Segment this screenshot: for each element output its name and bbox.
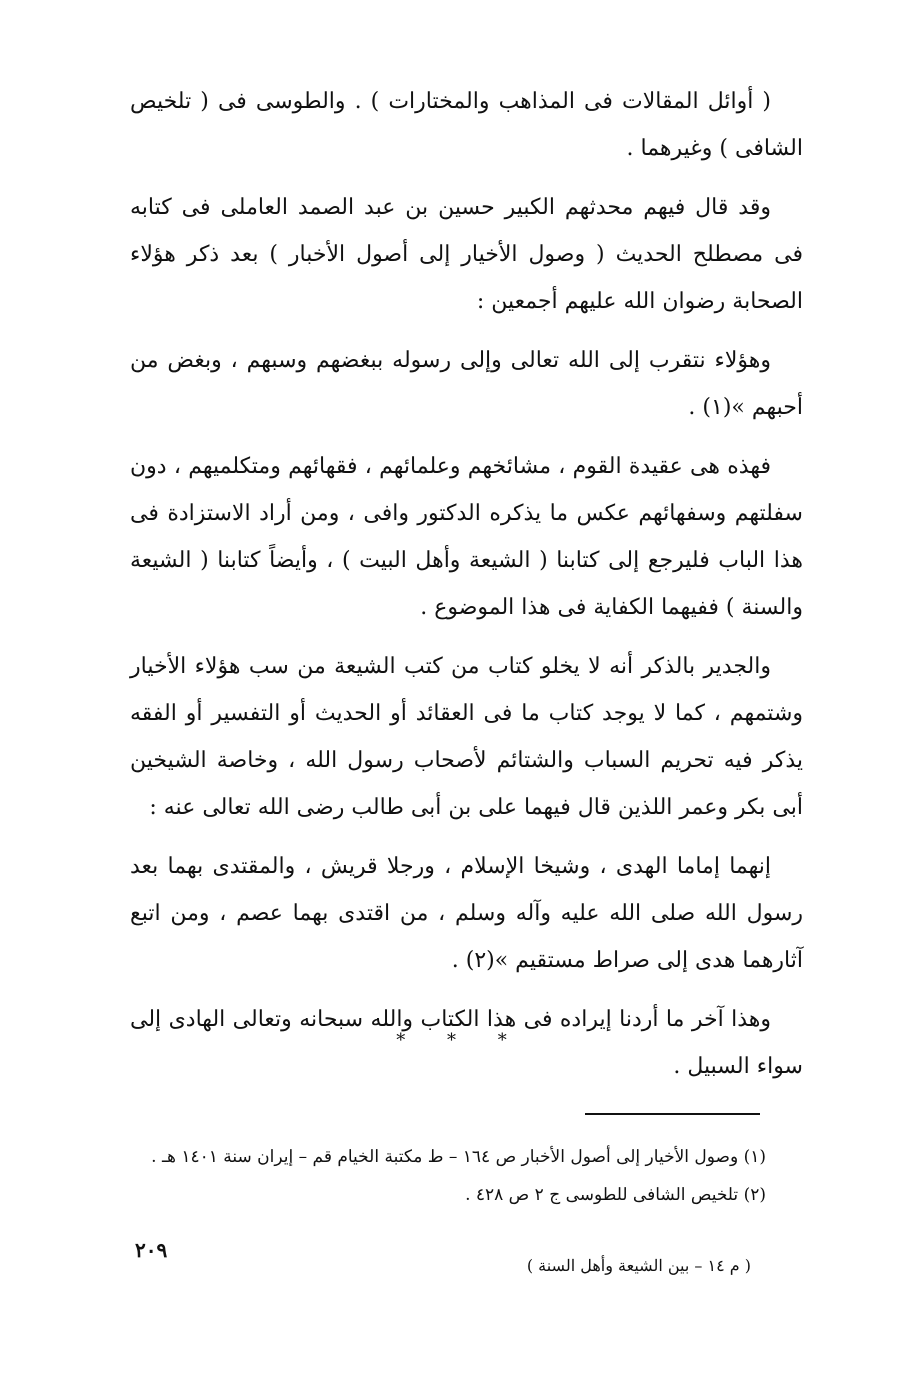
footnote-1: (١) وصول الأخيار إلى أصول الأخبار ص ١٦٤ – ط مكتبة الخيام قم – إيران سنة ١٤٠١ هـ .: [151, 1147, 766, 1167]
section-separator: * * *: [396, 1030, 525, 1051]
paragraph-1: ( أوائل المقالات فى المذاهب والمختارات ) . والطوسى فى ( تلخيص الشافى ) وغيرهما .: [130, 89, 803, 161]
paragraph-3: وهؤلاء نتقرب إلى الله تعالى وإلى رسوله ببغضهم وسبهم ، وبغض من أحبهم »(١) .: [130, 348, 803, 420]
paragraph-4: فهذه هى عقيدة القوم ، مشائخهم وعلمائهم ، فقهائهم ومتكلميهم ، دون سفلتهم وسفهائهم عكس ما يذكره الدكتور وافى ، ومن أراد الاستزادة فى هذا الباب فليرجع إلى كتابنا ( الشيعة وأهل البيت ) ، وأيضاً كتابنا ( الشيعة والسنة ) ففيهما الكفاية فى هذا الموضوع .: [130, 454, 803, 620]
paragraph-5: والجدير بالذكر أنه لا يخلو كتاب من كتب الشيعة من سب هؤلاء الأخيار وشتمهم ، كما لا يوجد كتاب ما فى العقائد أو الحديث أو التفسير أو الفقه يذكر فيه تحريم السباب والشتائم لأصحاب رسول الله ، وخاصة الشيخين أبى بكر وعمر اللذين قال فيهما على بن أبى طالب رضى الله تعالى عنه :: [130, 654, 803, 820]
main-text: [130, 78, 803, 1102]
paragraph-6: إنهما إماما الهدى ، وشيخا الإسلام ، ورجلا قريش ، والمقتدى بهما بعد رسول الله صلى الله عليه وآله وسلم ، من اقتدى بهما عصم ، ومن اتبع آثارهما هدى إلى صراط مستقيم »(٢) .: [130, 854, 803, 973]
footnotes: [140, 1140, 766, 1216]
paragraph-7: وهذا آخر ما أردنا إيراده فى هذا الكتاب والله سبحانه وتعالى الهادى إلى سواء السبيل .: [130, 1007, 803, 1079]
printer-signature: ( م ١٤ – بين الشيعة وأهل السنة ): [526, 1256, 751, 1275]
paragraph-2: وقد قال فيهم محدثهم الكبير حسين بن عبد الصمد العاملى فى كتابه فى مصطلح الحديث ( وصول الأخيار إلى أصول الأخبار ) بعد ذكر هؤلاء الصحابة رضوان الله عليهم أجمعين :: [130, 195, 803, 314]
footnote-2: (٢) تلخيص الشافى للطوسى ج ٢ ص ٤٢٨ .: [465, 1185, 766, 1205]
footnote-divider: [585, 1113, 760, 1115]
page-number: ٢٠٩: [135, 1238, 168, 1262]
